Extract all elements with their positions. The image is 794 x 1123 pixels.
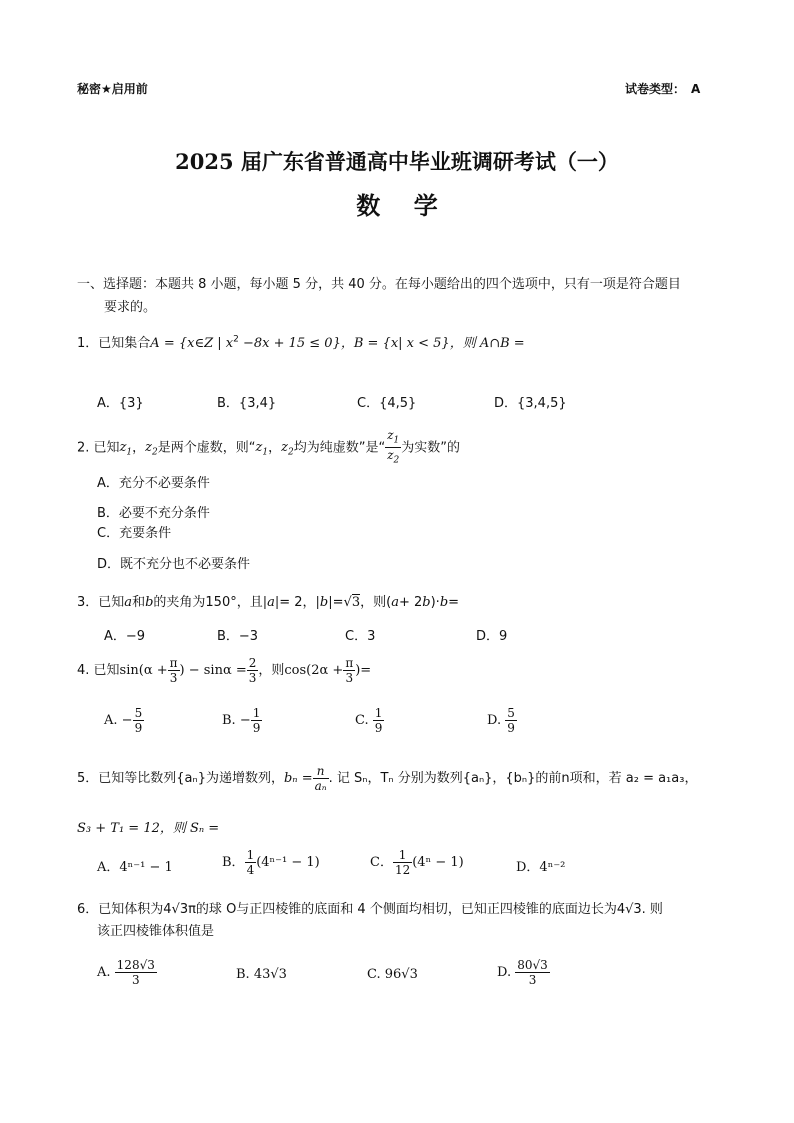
option-num: 1 — [374, 706, 383, 720]
question-6-stem — [77, 898, 663, 917]
q6-option-c[interactable] — [367, 967, 418, 982]
q4-text-d: )= — [355, 663, 372, 678]
paper-type — [625, 80, 700, 97]
paper-type-label: 试卷类型： — [625, 82, 686, 96]
q2-text-b: ， — [132, 440, 146, 456]
q5-option-a[interactable]: A．4ⁿ⁻¹ − 1 — [97, 860, 173, 875]
option-rest: (4ⁿ⁻¹ − 1) — [256, 855, 320, 870]
question-3-stem: 3．已知a和b的夹角为150°，且|a|= 2，|b|=√3，则(a+ 2b)·b= — [77, 595, 460, 610]
q4-frac-pi3: $\frac{\pi}{3}$ — [169, 656, 178, 685]
subject-title: 数 学 — [356, 191, 438, 220]
question-1-stem: 1．已知集合A = {x∈Z | $x^2 -8x + 15 \le 0$}，B = {x| x < 5}，则 A∩B = — [77, 334, 525, 351]
q5-option-b[interactable] — [222, 848, 320, 877]
option-label: C. — [355, 713, 369, 728]
q1-set-b: B = {x| x < 5}，则 A∩B = — [353, 336, 525, 351]
option-label: C. — [367, 967, 381, 982]
section-heading-cont: 要求的。 — [104, 300, 157, 315]
option-sign: − — [239, 713, 251, 728]
q5-text-b: bₙ = — [283, 771, 313, 786]
q4-option-b[interactable] — [222, 706, 262, 735]
q3-text-e: = — [332, 595, 344, 610]
option-label: B. — [222, 713, 236, 728]
option-label: A. — [104, 713, 118, 728]
option-label: B. — [236, 967, 250, 982]
option-label: D. — [497, 965, 512, 980]
q3-option-a[interactable]: A．−9 — [104, 629, 146, 644]
q3-text-c: 的夹角为150°，且 — [153, 595, 263, 610]
q3-text-f: ，则( — [360, 595, 392, 610]
q6-option-b[interactable] — [236, 967, 287, 982]
q1-option-c[interactable]: C．{4,5} — [357, 396, 417, 411]
option-num: 1 — [252, 706, 261, 720]
q1-set-a: A = {x∈Z | x — [150, 336, 234, 351]
q1-option-a[interactable]: A．{3} — [97, 396, 144, 411]
q2-option-c[interactable]: C．充要条件 — [97, 526, 172, 541]
q4-text-b: ) − sinα = — [179, 663, 247, 678]
q5-frac-den: aₙ — [314, 779, 327, 793]
q4-text-c: ，则cos(2α + — [258, 663, 344, 678]
section-heading: 一、选择题：本题共 8 小题，每小题 5 分，共 40 分。在每小题给出的四个选项中，只有一项是符合题目 — [77, 277, 681, 292]
option-label: C． — [370, 855, 393, 870]
q6-text-line1: 已知体积为4√3π的球 O与正四棱锥的底面和 4 个侧面均相切，已知正四棱锥的底面边长为4√3. 则 — [98, 902, 663, 917]
q5-frac-num: n — [313, 764, 329, 779]
confidential-label: 秘密★启用前 — [77, 82, 148, 96]
q5-option-d[interactable]: D．4ⁿ⁻² — [516, 860, 566, 875]
q4-text-a: 已知sin(α + — [93, 663, 168, 678]
option-den: 12 — [394, 863, 411, 877]
question-5-stem — [77, 762, 697, 796]
q5-text-c: . 记 Sₙ，Tₙ 分别为数列{aₙ}，{bₙ}的前n项和，若 a₂ = a₁a₃， — [328, 771, 698, 786]
question-6-stem-line2: 该正四棱锥体积值是 — [97, 924, 215, 939]
option-den: 3 — [131, 973, 140, 987]
q2-text-d: ， — [268, 440, 282, 456]
question-number: 6． — [77, 902, 99, 917]
option-den: 3 — [528, 973, 537, 987]
q4-option-d[interactable] — [487, 706, 517, 735]
q6-option-a[interactable] — [97, 958, 157, 987]
question-5-stem-line2: S₃ + T₁ = 12，则 Sₙ = — [77, 821, 220, 836]
question-number: 1． — [77, 336, 99, 351]
q3-text-a: 已知 — [98, 595, 125, 610]
option-num: 128√3 — [116, 958, 155, 972]
q2-fraction: $\frac{z_1}{z_2}$ — [387, 428, 400, 466]
option-rest: (4ⁿ − 1) — [412, 855, 464, 870]
option-sign: − — [121, 713, 133, 728]
q2-option-d[interactable]: D．既不充分也不必要条件 — [97, 557, 251, 572]
q2-text-c: 是两个虚数，则“ — [157, 440, 256, 456]
q2-text-f: 为实数”的 — [401, 440, 461, 456]
q3-text-b: 和 — [132, 595, 146, 610]
q4-option-a[interactable] — [104, 706, 144, 735]
question-number: 5． — [77, 771, 99, 786]
question-number: 2. — [77, 440, 90, 456]
option-den: 9 — [507, 721, 515, 735]
q3-option-c[interactable]: C．3 — [345, 629, 376, 644]
q2-text-a: 已知 — [93, 440, 120, 456]
option-label: D. — [487, 713, 502, 728]
q1-set-a-rest: −8x + 15 ≤ 0}， — [238, 336, 354, 351]
q2-option-a[interactable]: A．充分不必要条件 — [97, 476, 210, 491]
q2-option-b[interactable]: B．必要不充分条件 — [97, 506, 210, 521]
q6-option-d[interactable] — [497, 958, 550, 987]
q1-text: 已知集合 — [98, 336, 151, 351]
option-num: 5 — [507, 706, 515, 720]
option-num: 1 — [246, 848, 255, 862]
option-den: 9 — [134, 721, 143, 735]
option-den: 4 — [246, 863, 255, 877]
q4-option-c[interactable] — [355, 706, 384, 735]
paper-type-value: A — [691, 82, 701, 96]
question-2-stem: 2. 已知$z_1$，$z_2$是两个虚数，则“$z_1$，$z_2$均为纯虚数”是“ $\frac{z_1}{z_2}$ 为实数”的 — [77, 428, 461, 466]
option-label: B． — [222, 855, 245, 870]
q3-option-b[interactable]: B．−3 — [217, 629, 259, 644]
q2-text-e: 均为纯虚数”是“ — [293, 440, 386, 456]
option-label: A. — [97, 965, 111, 980]
q5-frac — [313, 764, 329, 793]
q5-text-a: 已知等比数列{aₙ}为递增数列， — [98, 771, 284, 786]
option-den: 9 — [252, 721, 261, 735]
q5-option-c[interactable] — [370, 848, 464, 877]
q4-frac-pi3-b: $\frac{\pi}{3}$ — [345, 656, 354, 685]
q3-text-g: + 2 — [398, 595, 423, 610]
q3-option-d[interactable]: D．9 — [476, 629, 508, 644]
option-num: 80√3 — [517, 958, 548, 972]
option-num: 1 — [393, 848, 412, 863]
q1-option-b[interactable]: B．{3,4} — [217, 396, 277, 411]
q1-option-d[interactable]: D．{3,4,5} — [494, 396, 567, 411]
q3-text-d: = 2， — [279, 595, 316, 610]
q4-frac-2-3: $\frac{2}{3}$ — [248, 656, 257, 685]
option-value: 96√3 — [384, 967, 418, 982]
question-4-stem — [77, 655, 371, 687]
option-den: 9 — [374, 721, 383, 735]
q3-text-h: )· — [430, 595, 440, 610]
exam-title: 2025 届广东省普通高中毕业班调研考试（一） — [175, 149, 619, 174]
question-number: 4. — [77, 663, 90, 678]
option-num: 5 — [134, 706, 143, 720]
question-number: 3． — [77, 595, 99, 610]
option-value: 43√3 — [253, 967, 287, 982]
q3-text-i: = — [448, 595, 460, 610]
